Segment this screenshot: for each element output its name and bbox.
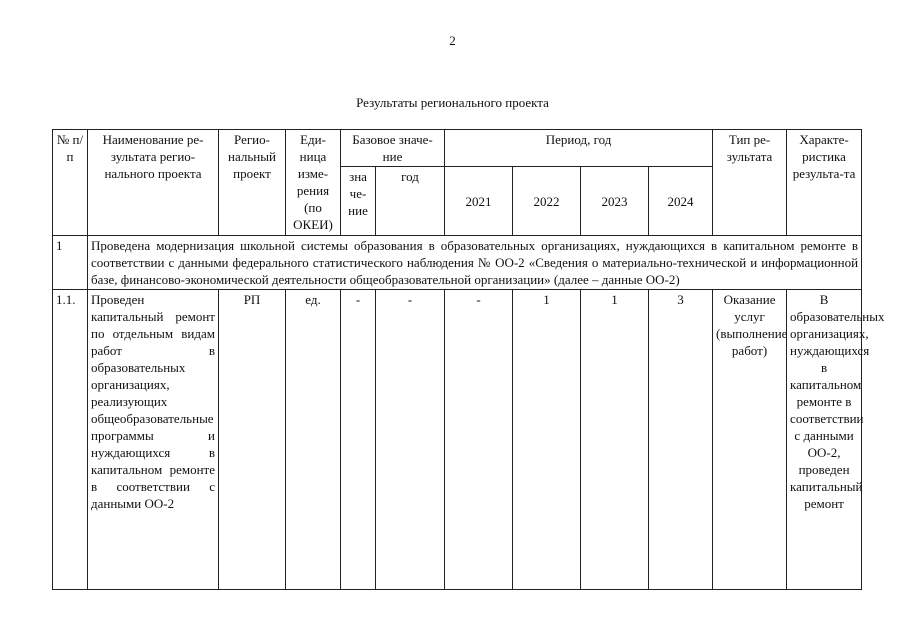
document-title: Результаты регионального проекта — [356, 95, 549, 110]
row-unit: ед. — [286, 290, 341, 590]
header-type: Тип ре-зультата — [713, 130, 787, 236]
header-year-2023: 2023 — [581, 167, 649, 236]
row-2023: 1 — [581, 290, 649, 590]
section-row — [53, 236, 862, 290]
row-base-year: - — [376, 290, 445, 590]
row-num: 1.1. — [53, 290, 88, 590]
row-2024: 3 — [649, 290, 713, 590]
header-year-2024: 2024 — [649, 167, 713, 236]
section-num: 1 — [53, 236, 88, 290]
header-unit: Еди-ница изме-рения (по ОКЕИ) — [286, 130, 341, 236]
row-character: В образовательных организациях, нуждающихся в капитальном ремонте в соответствии с данными ОО-2, проведен капитальный ремонт — [787, 290, 862, 590]
header-year-2022: 2022 — [513, 167, 581, 236]
row-base-value: - — [341, 290, 376, 590]
header-num: № п/п — [53, 130, 88, 236]
page-number: 2 — [449, 33, 456, 48]
header-regional: Регио-нальный проект — [219, 130, 286, 236]
row-2021: - — [445, 290, 513, 590]
header-period: Период, год — [445, 130, 713, 167]
row-name: Проведен капитальный ремонт по отдельным видам работ в образовательных организациях, реализующих общеобразовательные программы и нуждающихся в капитальном ремонте в соответствии с данными ОО-2 — [88, 290, 219, 590]
results-table — [52, 129, 885, 590]
table-row — [53, 290, 862, 590]
header-name: Наименование ре-зультата регио-нального проекта — [88, 130, 219, 236]
row-type: Оказание услуг (выполнение работ) — [713, 290, 787, 590]
row-regional: РП — [219, 290, 286, 590]
row-2022: 1 — [513, 290, 581, 590]
header-row-1 — [53, 130, 862, 167]
header-base-year: год — [376, 167, 445, 236]
header-base: Базовое значе-ние — [341, 130, 445, 167]
header-year-2021: 2021 — [445, 167, 513, 236]
header-character: Характе-ристика результа-та — [787, 130, 862, 236]
section-text: Проведена модернизация школьной системы образования в образовательных организациях, нуждающихся в капитальном ремонте в соответствии с данными федерального статистического наблюдения № ОО-2 «Сведения о материально-технической и информационной базе, финансово-экономической деятельности общеобразовательной организации» (далее – данные ОО-2) — [88, 236, 862, 290]
header-base-value: зна че-ние — [341, 167, 376, 236]
